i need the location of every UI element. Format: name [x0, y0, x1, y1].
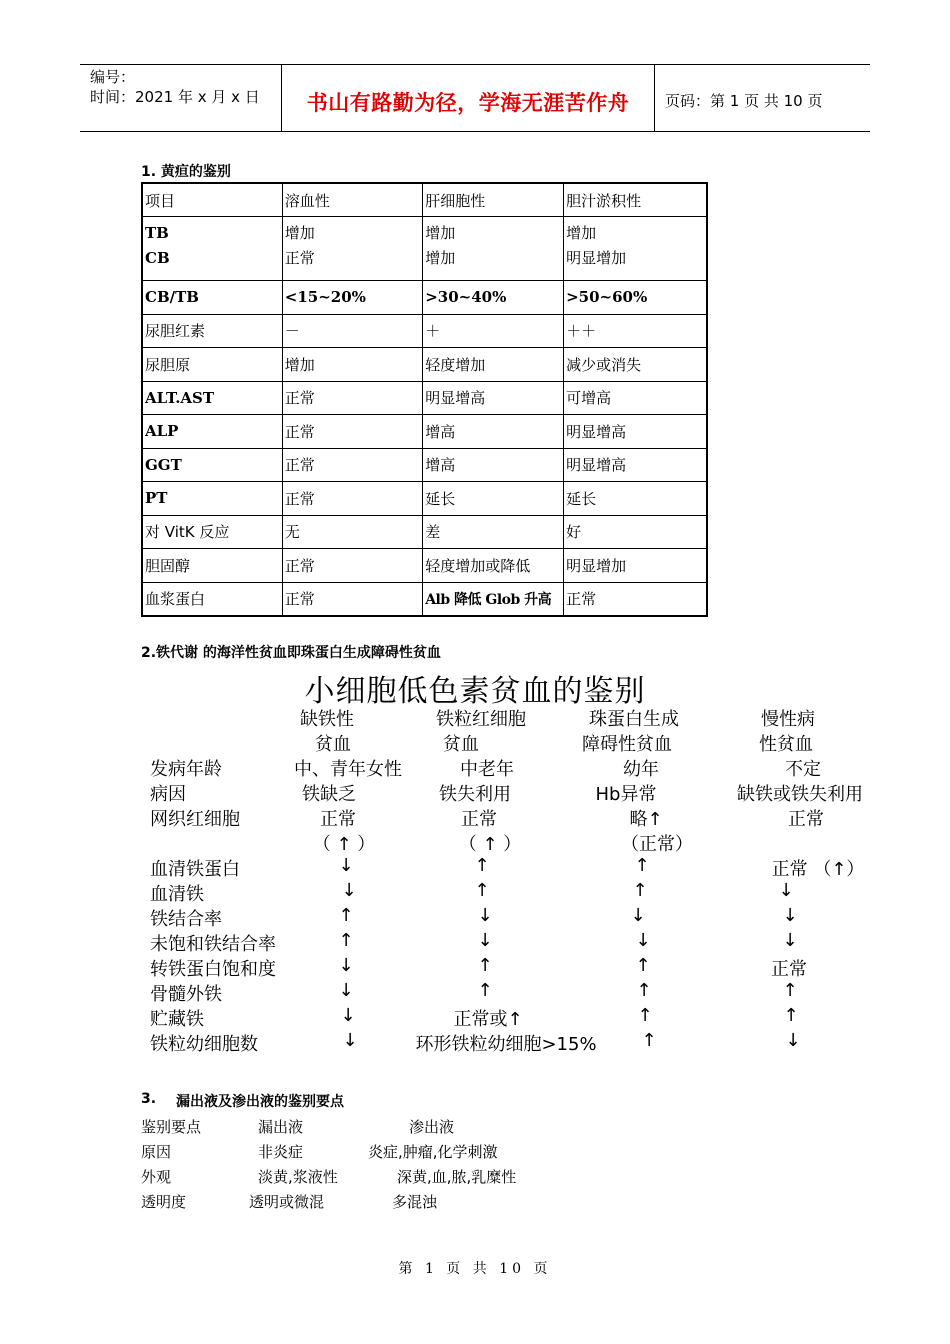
cell-value: 正常 [771, 959, 807, 980]
cell-value: ↓ [778, 880, 794, 901]
row-label: 尿胆原 [142, 348, 282, 382]
cell-value: ↑ [783, 1005, 799, 1026]
cell-value: ↑ [637, 1005, 653, 1026]
table-cell: 减少或消失 [564, 348, 707, 382]
table-cell: 正常 [564, 582, 707, 616]
cell-value: 正常或↑ [453, 1009, 523, 1030]
s3-cell: 炎症,肿瘤,化学刺激 [368, 1143, 498, 1161]
row-label: 血浆蛋白 [142, 582, 282, 616]
table-cell: 增加 明显增加 [564, 217, 707, 281]
s3-cell: 鉴别要点 [141, 1118, 202, 1136]
header-cell: 项目 [142, 183, 282, 217]
table-cell: 增高 [423, 448, 564, 482]
cell-value: （ ↑ ） [312, 834, 376, 855]
cell-value: ↑ [632, 880, 648, 901]
table-cell: 增加 [282, 348, 422, 382]
col-head: 贫血 [443, 734, 479, 755]
anemia-chart-title: 小细胞低色素贫血的鉴别 [304, 674, 646, 709]
table-row [142, 515, 707, 549]
col-head: 性贫血 [759, 734, 813, 755]
row-label: 贮藏铁 [150, 1009, 204, 1030]
cell-value: ↓ [477, 930, 493, 951]
header-cell: 溶血性 [282, 183, 422, 217]
table-cell: 正常 [282, 381, 422, 415]
row-label: 网织红细胞 [150, 809, 240, 830]
table-cell: 增加 正常 [282, 217, 422, 281]
header-meta [80, 65, 280, 131]
header-page-info: 页码：第 1 页 共 10 页 [665, 92, 823, 110]
s3-cell: 透明度 [141, 1193, 187, 1211]
cell-value: 铁缺乏 [302, 784, 356, 805]
section3-number: 3. [141, 1091, 157, 1107]
time-label: 时间：2021 年 x 月 x 日 [90, 88, 260, 106]
jaundice-table [141, 182, 708, 617]
table-cell: 明显增高 [564, 415, 707, 449]
table-row [142, 549, 707, 583]
cell-value: 幼年 [623, 759, 659, 780]
row-label: 尿胆红素 [142, 314, 282, 348]
cell-value: ↓ [782, 930, 798, 951]
table-row [142, 482, 707, 516]
table-row [142, 582, 707, 616]
cell-value: ↓ [635, 930, 651, 951]
row-label: 铁结合率 [150, 909, 222, 930]
s3-cell: 非炎症 [258, 1143, 304, 1161]
table-cell: 可增高 [564, 381, 707, 415]
cell-value: ↑ [474, 855, 490, 876]
cell-value: 环形铁粒幼细胞>15% [415, 1034, 597, 1055]
s3-cell: 淡黄,浆液性 [258, 1168, 338, 1186]
table-cell: 轻度增加 [423, 348, 564, 382]
cell-value: ↑ [477, 980, 493, 1001]
cell-value: 正常 [461, 809, 497, 830]
cell-value: ↑ [641, 1030, 657, 1051]
s3-cell: 原因 [141, 1143, 172, 1161]
section3-title: 漏出液及渗出液的鉴别要点 [176, 1094, 344, 1110]
cell-value: ↓ [342, 1030, 358, 1051]
cell-value: ↓ [785, 1030, 801, 1051]
col-head: 慢性病 [761, 709, 815, 730]
row-label: 胆固醇 [142, 549, 282, 583]
row-label: PT [142, 482, 282, 516]
cell-value: ↑ [782, 980, 798, 1001]
table-cell: 增加 增加 [423, 217, 564, 281]
cell-value: ↓ [338, 980, 354, 1001]
cell-value: ↓ [782, 905, 798, 926]
cell-value: 正常 （↑） [771, 859, 865, 880]
row-label: CB/TB [142, 281, 282, 315]
table-cell: Alb 降低 Glob 升高 [423, 582, 564, 616]
col-head: 缺铁性 [300, 709, 354, 730]
table-cell: 延长 [423, 482, 564, 516]
table-row [142, 281, 707, 315]
row-label: 转铁蛋白饱和度 [150, 959, 276, 980]
table-cell: <15~20% [282, 281, 422, 315]
table-cell: 轻度增加或降低 [423, 549, 564, 583]
cell-value: ↓ [477, 905, 493, 926]
cell-value: ↓ [341, 880, 357, 901]
cell-value: ↑ [477, 955, 493, 976]
cell-value: ↑ [338, 930, 354, 951]
row-label: 铁粒幼细胞数 [150, 1034, 258, 1055]
header-cell: 肝细胞性 [423, 183, 564, 217]
table-row [142, 217, 707, 281]
table-cell: 延长 [564, 482, 707, 516]
table-cell: 明显增高 [423, 381, 564, 415]
row-label: TB CB [142, 217, 282, 281]
table-cell: 明显增高 [564, 448, 707, 482]
row-label: 血清铁 [150, 884, 204, 905]
table-cell: 差 [423, 515, 564, 549]
cell-value: ↓ [340, 1005, 356, 1026]
row-label: 血清铁蛋白 [150, 859, 240, 880]
table-cell: 正常 [282, 415, 422, 449]
table-cell: >50~60% [564, 281, 707, 315]
cell-value: Hb异常 [595, 784, 657, 805]
cell-value: ↑ [474, 880, 490, 901]
s3-cell: 外观 [141, 1168, 172, 1186]
cell-value: ↑ [634, 855, 650, 876]
row-label: 发病年龄 [150, 759, 222, 780]
s3-cell: 多混浊 [392, 1193, 438, 1211]
col-head: 障碍性贫血 [582, 734, 672, 755]
cell-value: （ ↑ ） [458, 834, 522, 855]
row-label: 未饱和铁结合率 [150, 934, 276, 955]
table-cell: 正常 [282, 482, 422, 516]
col-head: 珠蛋白生成 [589, 709, 679, 730]
s3-cell: 漏出液 [258, 1118, 304, 1136]
page-header [80, 64, 870, 132]
cell-value: （正常） [621, 834, 693, 855]
cell-value: 不定 [785, 759, 821, 780]
section2-title: 2.铁代谢 的海洋性贫血即珠蛋白生成障碍性贫血 [141, 645, 441, 661]
table-cell: 好 [564, 515, 707, 549]
table-cell: >30~40% [423, 281, 564, 315]
table-row [142, 314, 707, 348]
col-head: 贫血 [315, 734, 351, 755]
cell-value: 中老年 [460, 759, 514, 780]
header-divider [654, 65, 655, 131]
row-label: ALT.AST [142, 381, 282, 415]
page-footer: 第 1 页 共 10 页 [398, 1261, 552, 1277]
cell-value: ↑ [636, 980, 652, 1001]
code-label: 编号： [90, 68, 136, 86]
row-label: 骨髓外铁 [150, 984, 222, 1005]
cell-value: ↓ [338, 955, 354, 976]
row-label: GGT [142, 448, 282, 482]
table-cell: － [282, 314, 422, 348]
table-cell: 正常 [282, 582, 422, 616]
table-cell: 明显增加 [564, 549, 707, 583]
table-header-row [142, 183, 707, 217]
table-cell: ＋＋ [564, 314, 707, 348]
cell-value: ↑ [635, 955, 651, 976]
section1-title: 1. 黄疸的鉴别 [141, 164, 231, 180]
header-motto: 书山有路勤为径，学海无涯苦作舟 [306, 91, 630, 115]
cell-value: 正常 [320, 809, 356, 830]
table-row [142, 381, 707, 415]
table-cell: 正常 [282, 549, 422, 583]
cell-value: ↑ [338, 905, 354, 926]
cell-value: 正常 [788, 809, 824, 830]
s3-cell: 透明或微混 [249, 1193, 325, 1211]
s3-cell: 渗出液 [409, 1118, 455, 1136]
cell-value: ↓ [630, 905, 646, 926]
col-head: 铁粒红细胞 [436, 709, 526, 730]
s3-cell: 深黄,血,脓,乳糜性 [397, 1168, 517, 1186]
table-row [142, 448, 707, 482]
header-cell: 胆汁淤积性 [564, 183, 707, 217]
row-label: 对 VitK 反应 [142, 515, 282, 549]
row-label: 病因 [150, 784, 186, 805]
table-cell: 无 [282, 515, 422, 549]
row-label: ALP [142, 415, 282, 449]
table-row [142, 415, 707, 449]
cell-value: 略↑ [629, 809, 663, 830]
cell-value: 缺铁或铁失利用 [737, 784, 863, 805]
cell-value: 中、青年女性 [294, 759, 402, 780]
cell-value: ↓ [338, 855, 354, 876]
table-row [142, 348, 707, 382]
table-cell: ＋ [423, 314, 564, 348]
table-cell: 增高 [423, 415, 564, 449]
table-cell: 正常 [282, 448, 422, 482]
cell-value: 铁失利用 [439, 784, 511, 805]
